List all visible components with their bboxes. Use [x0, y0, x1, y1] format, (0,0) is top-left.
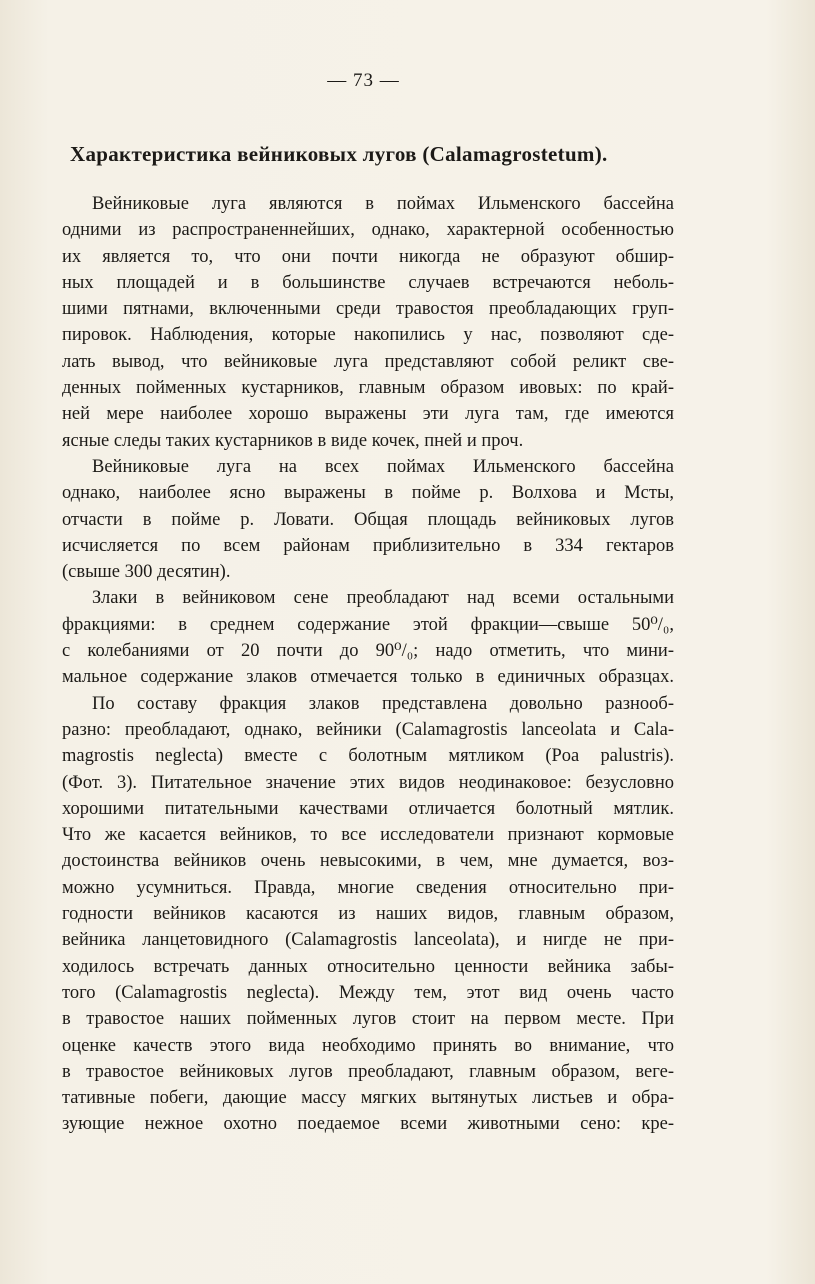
text-line: (свыше 300 десятин).: [62, 562, 231, 583]
text-line: одними из распространеннейших, однако, характерной особенностью: [62, 220, 674, 241]
text-line: ней мере наиболее хорошо выражены эти луга там, где имеются: [62, 404, 674, 425]
text-line: пировок. Наблюдения, которые накопились у нас, позволяют сде-: [62, 325, 674, 346]
text-line: мальное содержание злаков отмечается только в единичных образцах.: [62, 667, 674, 688]
text-line: Что же касается вейников, то все исследователи признают кормовые: [62, 825, 674, 846]
text-line: Вейниковые луга являются в поймах Ильменского бассейна: [92, 194, 674, 214]
text-line: фракциями: в среднем содержание этой фракции—свыше 50⁰/₀,: [62, 614, 674, 635]
text-line: ясные следы таких кустарников в виде кочек, пней и проч.: [62, 430, 524, 451]
text-line: однако, наиболее ясно выражены в пойме р. Волхова и Мсты,: [62, 483, 674, 504]
text-line: шими пятнами, включенными среди травостоя преобладающих груп-: [62, 299, 674, 320]
text-line: можно усумниться. Правда, многие сведения относительно при-: [62, 877, 674, 898]
text-line: лать вывод, что вейниковые луга представляют собой реликт све-: [62, 351, 674, 372]
text-line: с колебаниями от 20 почти до 90⁰/₀; надо отметить, что мини-: [62, 641, 674, 662]
text-line: хорошими питательными качествами отличается болотный мятлик.: [62, 798, 674, 819]
text-line: Вейниковые луга на всех поймах Ильменского бассейна: [92, 456, 674, 477]
text-line: отчасти в пойме р. Ловати. Общая площадь вейниковых лугов: [62, 509, 674, 530]
text-line: зующие нежное охотно поедаемое всеми животными сено: кре-: [62, 1114, 674, 1135]
text-line: в травостое наших пойменных лугов стоит на первом месте. При: [62, 1009, 674, 1030]
text-line: По составу фракция злаков представлена довольно разнооб-: [92, 693, 674, 714]
text-line: ходилось встречать данных относительно ценности вейника забы-: [62, 956, 674, 977]
body-text: [62, 191, 674, 1138]
text-line: годности вейников касаются из наших видов, главным образом,: [62, 904, 674, 925]
text-line: разно: преобладают, однако, вейники (Calamagrostis lanceolata и Cala-: [62, 719, 674, 740]
text-line: того (Calamagrostis neglecta). Между тем, этот вид очень часто: [62, 982, 674, 1003]
text-line: Злаки в вейниковом сене преобладают над всеми остальными: [92, 588, 674, 609]
text-line: (Фот. 3). Питательное значение этих видов неодинаковое: безусловно: [62, 772, 674, 793]
section-heading: Характеристика вейниковых лугов (Calamagrostetum).: [70, 142, 608, 166]
text-line: исчисляется по всем районам приблизительно в 334 гектаров: [62, 535, 674, 556]
text-line: их является то, что они почти никогда не образуют обшир-: [62, 246, 674, 267]
text-line: ных площадей и в большинстве случаев встречаются неболь-: [62, 272, 674, 293]
text-line: вейника ланцетовидного (Calamagrostis lanceolata), и нигде не при-: [62, 930, 674, 951]
text-line: тативные побеги, дающие массу мягких вытянутых листьев и обра-: [62, 1088, 674, 1109]
page-number: — 73 —: [327, 70, 400, 91]
text-line: денных пойменных кустарников, главным образом ивовых: по край-: [62, 378, 674, 399]
text-line: достоинства вейников очень невысокими, в чем, мне думается, воз-: [62, 851, 674, 872]
text-line: оценке качеств этого вида необходимо принять во внимание, что: [62, 1035, 674, 1056]
text-line: magrostis neglecta) вместе с болотным мятликом (Poa palustris).: [62, 746, 674, 767]
text-line: в травостое вейниковых лугов преобладают, главным образом, веге-: [62, 1061, 674, 1082]
